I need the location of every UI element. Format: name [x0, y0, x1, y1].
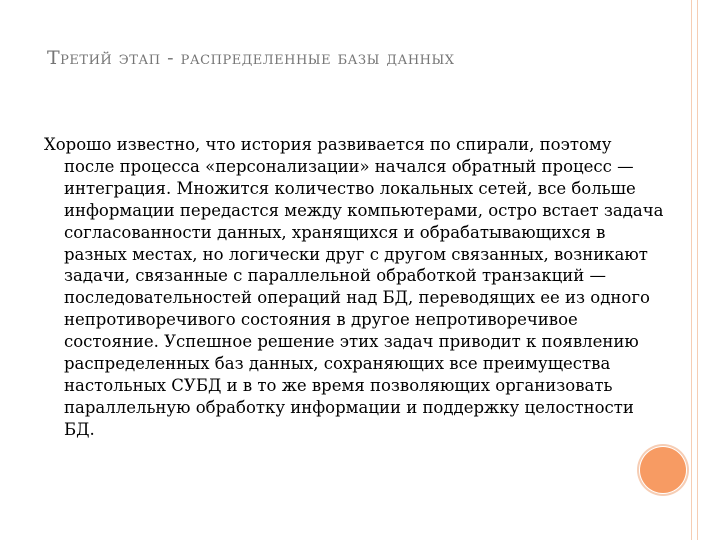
- decorative-vertical-line: [697, 0, 698, 540]
- slide-title: Третий этап - распределенные базы данных: [47, 47, 455, 69]
- decorative-vertical-line: [691, 0, 692, 540]
- decorative-circle-icon: [640, 447, 686, 493]
- slide-body-text: Хорошо известно, что история развивается по спирали, поэтому после процесса «персонализации» начался обратный процесс — интеграция. Множится количество локальных сетей, все больше информации передастся между компьютерами, остро встает задача согласованности данных, хранящихся и обрабатывающихся в разных местах, но логически друг с другом связанных, возникают задачи, связанные с параллельной обработкой транзакций — последовательностей операций над БД, переводящих ее из одного непротиворечивого состояния в другое непротиворечивое состояние. Успешное решение этих задач приводит к появлению распределенных баз данных, сохраняющих все преимущества настольных СУБД и в то же время позволяющих организовать параллельную обработку информации и поддержку целостности БД.: [44, 135, 664, 439]
